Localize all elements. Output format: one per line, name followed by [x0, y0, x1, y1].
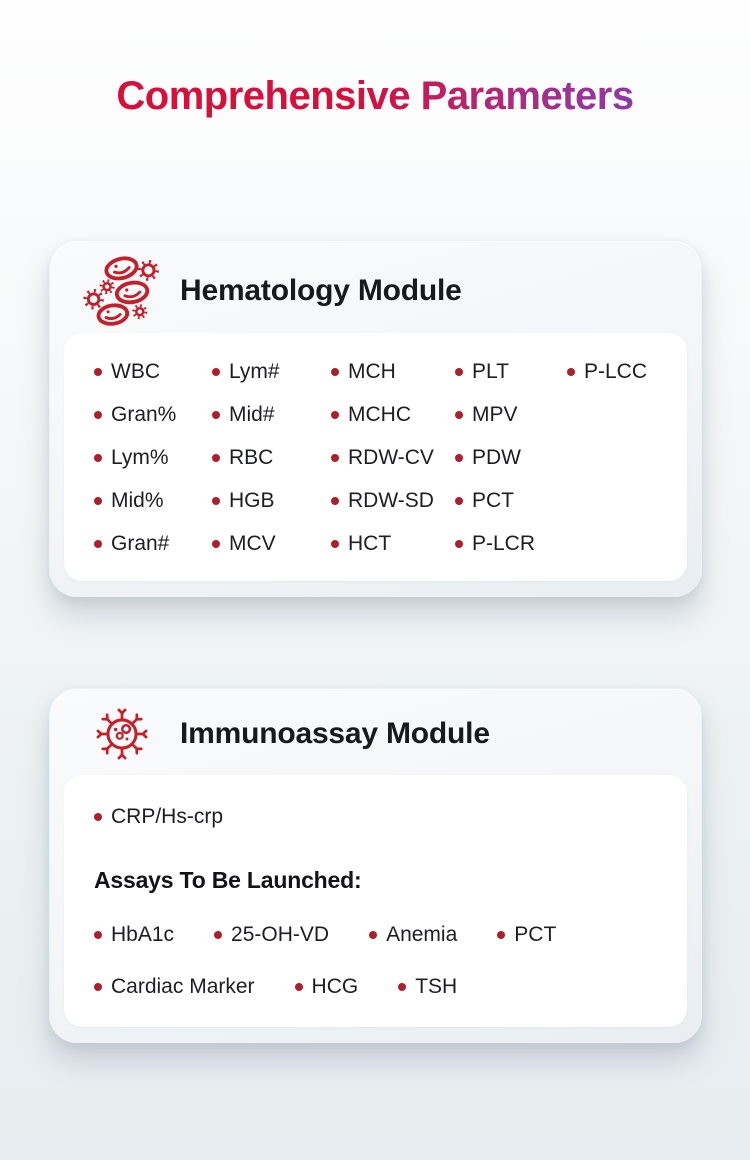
parameter-item	[369, 923, 457, 947]
bullet-dot	[212, 454, 220, 462]
parameter-label: PLT	[472, 359, 509, 383]
bullet-dot	[212, 497, 220, 505]
parameter-row	[94, 393, 687, 436]
parameter-item	[94, 446, 212, 470]
parameter-label: RDW-CV	[348, 445, 434, 469]
parameter-item	[94, 532, 212, 556]
parameter-label: HCT	[348, 531, 392, 555]
blood-cells-icon	[83, 254, 160, 329]
parameter-item	[212, 360, 331, 384]
hematology-card-header	[50, 241, 701, 333]
parameter-item	[295, 975, 359, 999]
parameter-item	[214, 923, 329, 947]
parameter-item	[212, 403, 331, 427]
parameter-label: RBC	[229, 445, 274, 469]
parameter-label: Gran#	[111, 531, 170, 555]
parameter-label: MCV	[229, 531, 276, 555]
bullet-dot	[94, 411, 102, 419]
parameter-item	[331, 446, 455, 470]
parameter-row	[94, 436, 687, 479]
parameter-label: MPV	[472, 402, 518, 426]
parameter-label: MCH	[348, 359, 396, 383]
bullet-dot	[94, 540, 102, 548]
parameter-label: Lym#	[229, 359, 280, 383]
parameter-item	[331, 532, 455, 556]
parameter-row	[94, 350, 687, 393]
parameter-item	[94, 489, 212, 513]
bullet-dot	[369, 931, 377, 939]
bullet-dot	[455, 368, 463, 376]
bullet-dot	[455, 540, 463, 548]
parameter-item	[497, 923, 556, 947]
bullet-dot	[212, 411, 220, 419]
bullet-dot	[455, 411, 463, 419]
virus-icon	[83, 705, 160, 763]
bullet-dot	[94, 983, 102, 991]
parameter-item	[94, 360, 212, 384]
upcoming-assay-row	[94, 974, 687, 1000]
parameter-item	[455, 360, 567, 384]
assays-to-be-launched-heading: Assays To Be Launched:	[94, 867, 362, 893]
bullet-dot	[497, 931, 505, 939]
parameter-label: PCT	[472, 488, 514, 512]
immunoassay-content	[64, 775, 687, 1000]
parameter-label: TSH	[415, 975, 458, 998]
bullet-dot	[455, 497, 463, 505]
immunoassay-module-title: Immunoassay Module	[180, 717, 490, 750]
parameter-item	[94, 975, 255, 999]
parameter-label: HbA1c	[111, 923, 175, 946]
parameter-item	[212, 532, 331, 556]
parameter-label: 25-OH-VD	[231, 923, 330, 946]
parameter-item	[94, 403, 212, 427]
parameter-item	[212, 489, 331, 513]
parameter-item	[212, 446, 331, 470]
parameter-item	[455, 532, 567, 556]
hematology-card	[49, 240, 702, 597]
parameter-label: WBC	[111, 359, 160, 383]
bullet-dot	[331, 411, 339, 419]
parameter-item	[398, 975, 457, 999]
immunoassay-card	[49, 688, 702, 1043]
immunoassay-card-header	[50, 689, 701, 775]
bullet-dot	[94, 368, 102, 376]
page-title-text: Comprehensive Parameters	[116, 74, 634, 118]
hematology-parameters-grid	[64, 333, 687, 565]
bullet-dot	[94, 813, 102, 821]
parameter-item	[567, 360, 687, 384]
parameter-row	[94, 522, 687, 565]
parameter-label: RDW-SD	[348, 488, 434, 512]
bullet-dot	[331, 497, 339, 505]
parameter-item	[455, 446, 567, 470]
parameter-label: P-LCC	[584, 359, 648, 383]
page-title	[0, 74, 750, 119]
bullet-dot	[214, 931, 222, 939]
bullet-dot	[295, 983, 303, 991]
bullet-dot	[94, 497, 102, 505]
hematology-module-title: Hematology Module	[180, 274, 462, 307]
parameter-item	[455, 403, 567, 427]
parameter-label: CRP/Hs-crp	[111, 805, 224, 828]
parameter-label: MCHC	[348, 402, 411, 426]
parameter-label: Anemia	[386, 923, 458, 946]
parameter-label: Mid#	[229, 402, 275, 426]
parameter-label: HGB	[229, 488, 275, 512]
bullet-dot	[398, 983, 406, 991]
bullet-dot	[212, 368, 220, 376]
parameter-item	[94, 923, 174, 947]
parameter-label: Gran%	[111, 402, 177, 426]
bullet-dot	[94, 454, 102, 462]
parameter-label: PDW	[472, 445, 521, 469]
parameter-row	[94, 479, 687, 522]
bullet-dot	[94, 931, 102, 939]
parameter-label: HCG	[311, 975, 359, 998]
parameter-item	[331, 360, 455, 384]
parameter-label: Lym%	[111, 445, 169, 469]
bullet-dot	[567, 368, 575, 376]
bullet-dot	[331, 454, 339, 462]
parameter-label: Mid%	[111, 488, 164, 512]
parameter-label: P-LCR	[472, 531, 536, 555]
bullet-dot	[331, 540, 339, 548]
bullet-dot	[212, 540, 220, 548]
parameter-item	[331, 403, 455, 427]
hematology-parameters-panel	[64, 333, 687, 581]
parameter-label: Cardiac Marker	[111, 975, 255, 998]
immunoassay-parameters-panel	[64, 775, 687, 1027]
upcoming-assay-row	[94, 922, 687, 948]
bullet-dot	[331, 368, 339, 376]
parameter-label: PCT	[514, 923, 557, 946]
parameter-item	[331, 489, 455, 513]
parameter-item	[94, 805, 687, 829]
parameter-item	[455, 489, 567, 513]
bullet-dot	[455, 454, 463, 462]
